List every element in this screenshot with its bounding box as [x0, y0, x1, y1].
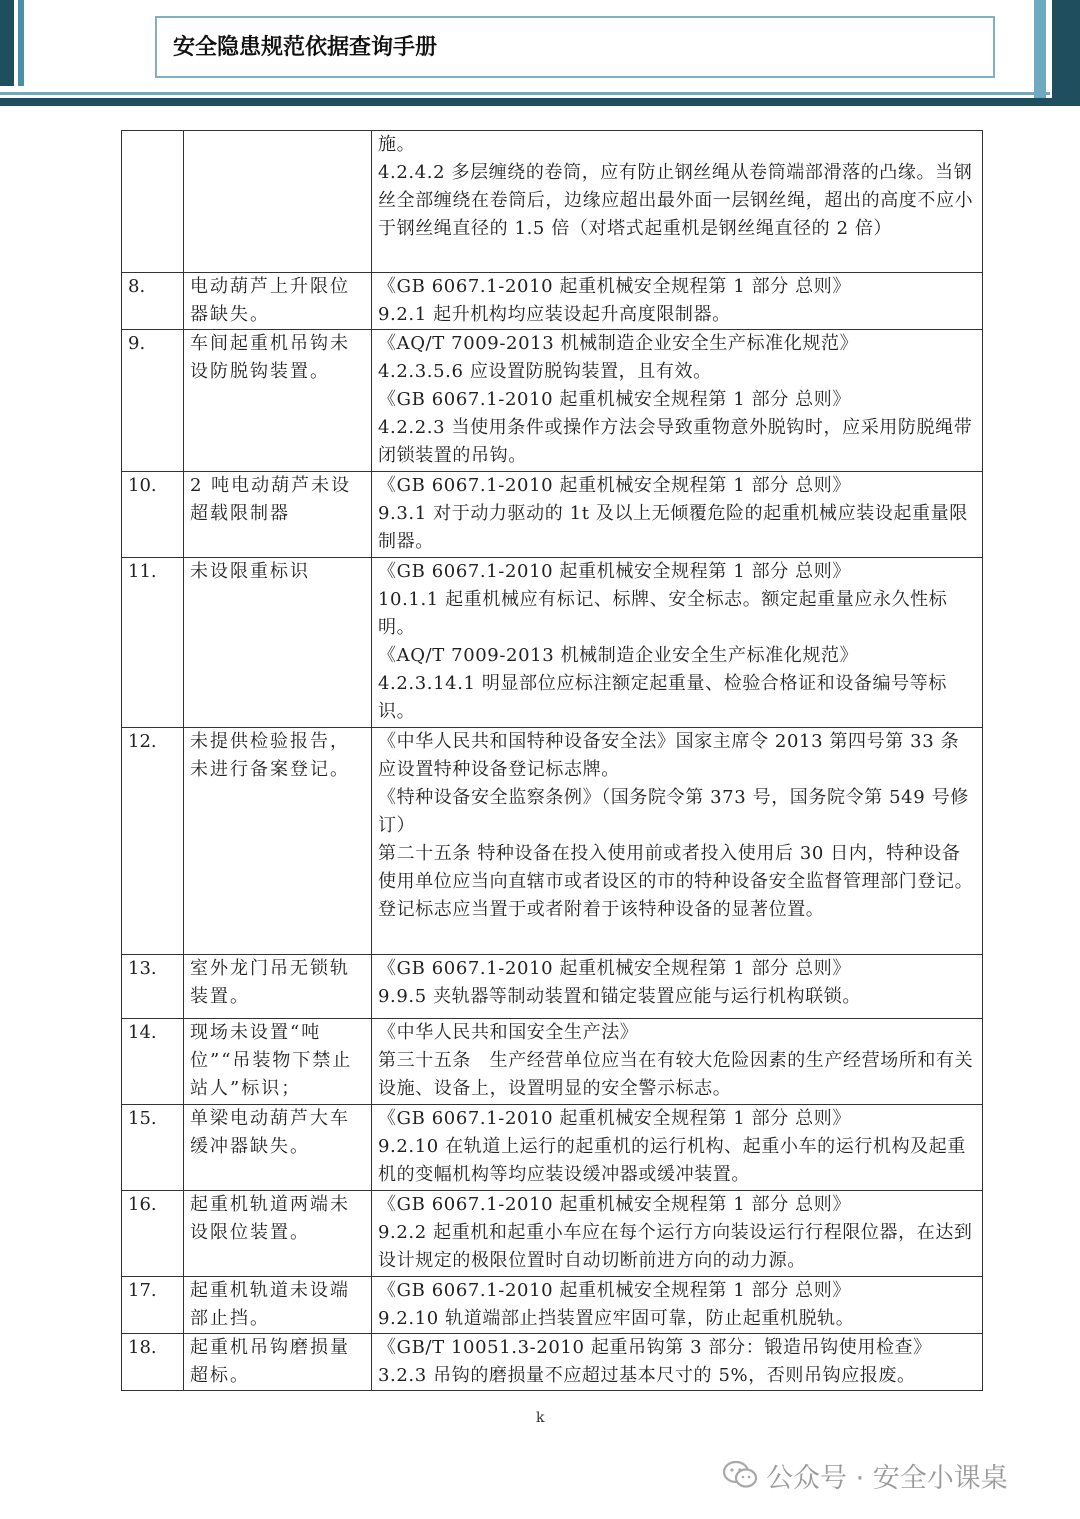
hazard-description: 室外龙门吊无锁轨装置。: [184, 955, 372, 1019]
regulation-clause: 4.2.2.3 当使用条件或操作方法会导致重物意外脱钩时，应采用防脱绳带闭锁装置的吊钩。: [378, 417, 973, 466]
regulation-clause: 第二十五条 特种设备在投入使用前或者投入使用后 30 日内，特种设备使用单位应当向直辖市或者设区的市的特种设备安全监督管理部门登记。登记标志应当置于或者附着于该特种设备的显著位置。: [378, 843, 974, 920]
regulation-clause: 《中华人民共和国安全生产法》: [378, 1022, 639, 1043]
regulation-basis: [372, 1191, 983, 1277]
table-row: [122, 558, 983, 728]
regulation-clause: 第三十五条 生产经营单位应当在有较大危险因素的生产经营场所和有关设施、设备上，设置明显的安全警示标志。: [378, 1050, 974, 1099]
header-decoration-right-accent: [1034, 0, 1046, 100]
regulation-clause: 4.2.3.5.6 应设置防脱钩装置，且有效。: [378, 361, 712, 382]
regulation-basis: [372, 728, 983, 955]
regulation-clause: 4.2.4.2 多层缠绕的卷筒，应有防止钢丝绳从卷筒端部滑落的凸缘。当钢丝全部缠绕在卷筒后，边缘应超出最外面一层钢丝绳，超出的高度不应小于钢丝绳直径的 1.5 倍（对塔式起重机是钢丝绳直径的 2 倍）: [378, 162, 974, 239]
regulation-clause: 《GB 6067.1-2010 起重机械安全规程第 1 部分 总则》: [378, 1280, 851, 1301]
hazard-description: 起重机吊钩磨损量超标。: [184, 1334, 372, 1391]
row-number: 18.: [122, 1334, 184, 1391]
regulation-clause: 《AQ/T 7009-2013 机械制造企业安全生产标准化规范》: [378, 333, 859, 354]
header-decoration-left-accent: [18, 0, 24, 86]
regulation-clause: 9.2.1 起升机构均应装设起升高度限制器。: [378, 304, 731, 325]
regulation-clause: 4.2.3.14.1 明显部位应标注额定起重量、检验合格证和设备编号等标识。: [378, 673, 947, 722]
regulation-clause: 施。: [378, 134, 416, 155]
table-row: [122, 472, 983, 558]
table-row: [122, 1019, 983, 1105]
row-number: 16.: [122, 1191, 184, 1277]
regulation-clause: 3.2.3 吊钩的磨损量不应超过基本尺寸的 5%，否则吊钩应报废。: [378, 1365, 916, 1386]
hazard-description: 未设限重标识: [184, 558, 372, 728]
table-row: [122, 955, 983, 1019]
regulation-basis: [372, 472, 983, 558]
row-number: 9.: [122, 330, 184, 472]
regulation-clause: 《GB 6067.1-2010 起重机械安全规程第 1 部分 总则》: [378, 1194, 851, 1215]
table-row: [122, 1277, 983, 1334]
table-row: [122, 1105, 983, 1191]
table-row: [122, 330, 983, 472]
header-title-box: [155, 16, 995, 78]
header-rule-light: [0, 92, 1050, 95]
hazard-description: 起重机轨道未设端部止挡。: [184, 1277, 372, 1334]
regulation-clause: 《GB 6067.1-2010 起重机械安全规程第 1 部分 总则》: [378, 958, 851, 979]
regulation-clause: 10.1.1 起重机械应有标记、标牌、安全标志。额定起重量应永久性标明。: [378, 589, 948, 638]
regulation-basis: [372, 1334, 983, 1391]
regulation-clause: 《GB/T 10051.3-2010 起重吊钩第 3 部分：锻造吊钩使用检查》: [378, 1337, 932, 1358]
row-number: 8.: [122, 273, 184, 330]
table-row: [122, 131, 983, 273]
regulation-clause: 9.2.2 起重机和起重小车应在每个运行方向装设运行行程限位器，在达到设计规定的极限位置时自动切断前进方向的动力源。: [378, 1222, 973, 1271]
regulation-clause: 9.2.10 在轨道上运行的起重机的运行机构、起重小车的运行机构及起重机的变幅机构等均应装设缓冲器或缓冲装置。: [378, 1136, 966, 1185]
regulation-clause: 《GB 6067.1-2010 起重机械安全规程第 1 部分 总则》: [378, 389, 851, 410]
regulation-clause: 9.9.5 夹轨器等制动装置和锚定装置应能与运行机构联锁。: [378, 986, 861, 1007]
header-rule: [0, 98, 1080, 106]
row-number: 11.: [122, 558, 184, 728]
page-number: k: [536, 1410, 545, 1426]
regulation-clause: 《中华人民共和国特种设备安全法》国家主席令 2013 第四号第 33 条 应设置特种设备登记标志牌。: [378, 731, 960, 780]
regulation-basis: [372, 955, 983, 1019]
regulation-clause: 《GB 6067.1-2010 起重机械安全规程第 1 部分 总则》: [378, 561, 851, 582]
row-number: [122, 131, 184, 273]
hazard-description: 车间起重机吊钩未设防脱钩装置。: [184, 330, 372, 472]
regulation-clause: 《GB 6067.1-2010 起重机械安全规程第 1 部分 总则》: [378, 276, 851, 297]
regulation-basis: [372, 330, 983, 472]
regulation-basis: [372, 1019, 983, 1105]
row-number: 12.: [122, 728, 184, 955]
regulation-basis: [372, 131, 983, 273]
watermark: [722, 1455, 1008, 1495]
hazard-description: 起重机轨道两端未设限位装置。: [184, 1191, 372, 1277]
regulation-clause: 《特种设备安全监察条例》（国务院令第 373 号，国务院令第 549 号修订）: [378, 787, 969, 836]
regulation-clause: 9.2.10 轨道端部止挡装置应牢固可靠，防止起重机脱轨。: [378, 1308, 855, 1329]
wechat-icon: [722, 1460, 758, 1490]
regulation-clause: 《AQ/T 7009-2013 机械制造企业安全生产标准化规范》: [378, 645, 859, 666]
hazard-description: [184, 131, 372, 273]
hazard-description: 2 吨电动葫芦未设超载限制器: [184, 472, 372, 558]
row-number: 13.: [122, 955, 184, 1019]
regulation-basis: [372, 1105, 983, 1191]
hazard-table-body: [122, 131, 983, 1391]
header-decoration-left: [0, 0, 14, 86]
table-row: [122, 1334, 983, 1391]
hazard-table: [121, 130, 983, 1391]
regulation-basis: [372, 273, 983, 330]
row-number: 14.: [122, 1019, 184, 1105]
hazard-description: 电动葫芦上升限位器缺失。: [184, 273, 372, 330]
regulation-clause: 《GB 6067.1-2010 起重机械安全规程第 1 部分 总则》: [378, 1108, 851, 1129]
header-decoration-right: [1052, 0, 1080, 100]
regulation-basis: [372, 1277, 983, 1334]
regulation-clause: 9.3.1 对于动力驱动的 1t 及以上无倾覆危险的起重机械应装设起重量限制器。: [378, 503, 968, 552]
hazard-description: 单梁电动葫芦大车缓冲器缺失。: [184, 1105, 372, 1191]
table-row: [122, 728, 983, 955]
table-row: [122, 1191, 983, 1277]
watermark-text: 公众号 · 安全小课桌: [766, 1462, 1008, 1494]
row-number: 10.: [122, 472, 184, 558]
row-number: 17.: [122, 1277, 184, 1334]
hazard-description: 未提供检验报告，未进行备案登记。: [184, 728, 372, 955]
row-number: 15.: [122, 1105, 184, 1191]
table-row: [122, 273, 983, 330]
page-title: 安全隐患规范依据查询手册: [173, 35, 438, 60]
regulation-basis: [372, 558, 983, 728]
hazard-description: 现场未设置“吨位”“吊装物下禁止站人”标识；: [184, 1019, 372, 1105]
regulation-clause: 《GB 6067.1-2010 起重机械安全规程第 1 部分 总则》: [378, 475, 851, 496]
